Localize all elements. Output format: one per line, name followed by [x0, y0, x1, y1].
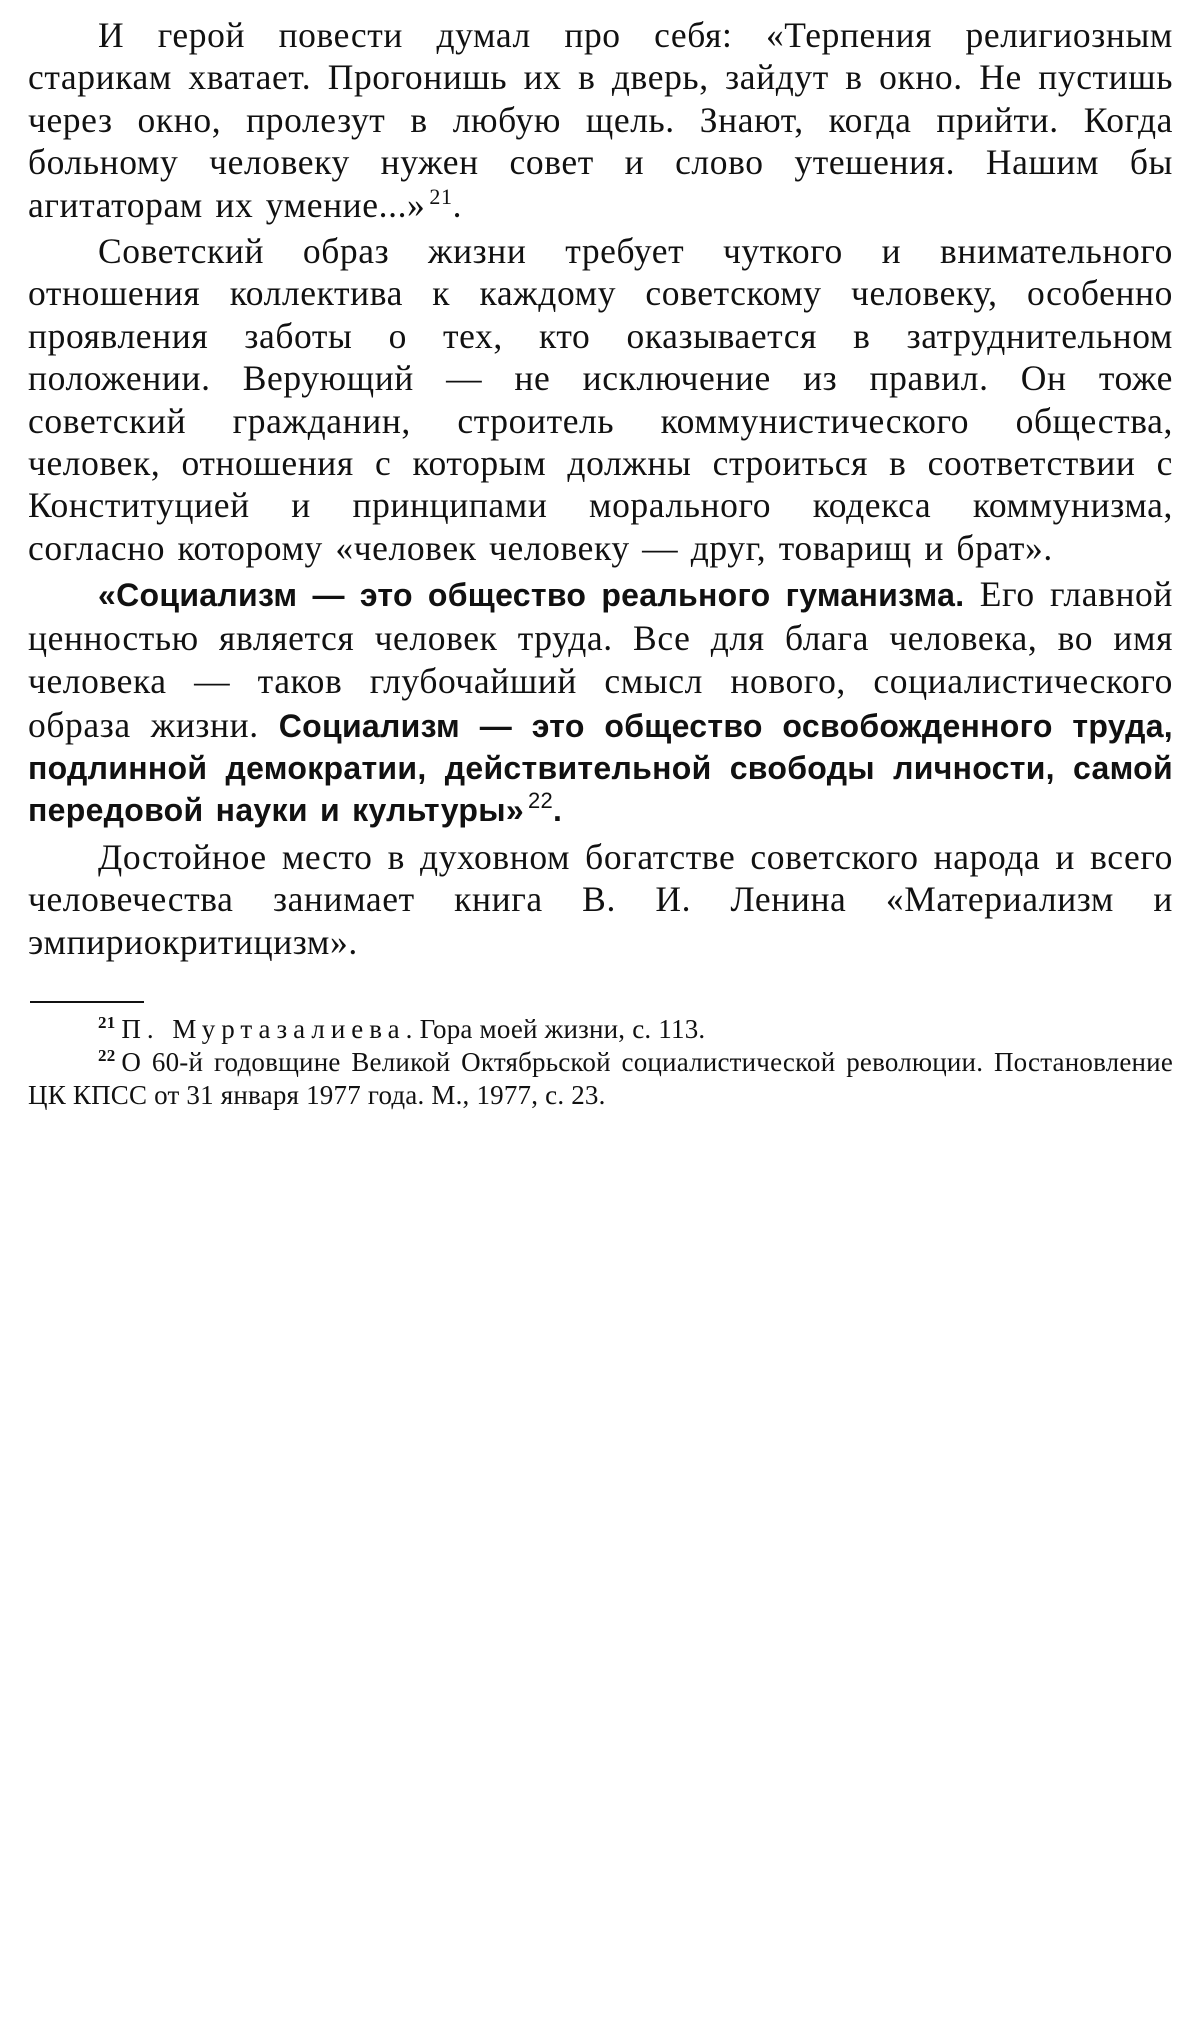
book-page [28, 14, 1173, 1112]
footnote-22 [28, 1046, 1173, 1112]
footnote-21 [28, 1013, 1173, 1046]
paragraph-4-text: Достойное место в духовном богатстве советского народа и всего человечества занимает книга В. И. Ленина «Материализм и эмпириокритицизм». [28, 836, 1173, 962]
footnote-ref-22: 22 [527, 788, 554, 814]
paragraph-3-quote [28, 573, 1173, 831]
footnote-ref-21: 21 [429, 183, 453, 209]
paragraph-2-text: Советский образ жизни требует чуткого и внимательного отношения коллектива к каждому советскому человеку, особенно проявления заботы о тех, кто оказывается в затруднительном положении. Верующий — не исключение из правил. Он тоже советский гражданин, строитель коммунистического общества, человек, отношения с которым должны строиться в соответствии с Конституцией и принципами морального кодекса коммунизма, согласно которому «человек человеку — друг, товарищ и брат». [28, 231, 1173, 568]
paragraph-2 [28, 230, 1173, 569]
quote-bold-part-2: Социализм — это общество освобожденного труда, подлинной демократии, действительной свободы личности, самой передовой науки и культуры» [28, 707, 1173, 829]
paragraph-1-end: . [452, 184, 463, 225]
footnote-22-number: 22 [98, 1045, 116, 1065]
paragraph-4 [28, 836, 1173, 963]
footnote-21-author: П. Муртазалиева [121, 1013, 406, 1044]
footnote-22-text: О 60-й годовщине Великой Октябрьской социалистической революции. Постановление ЦК КПСС от 31 января 1977 года. М., 1977, с. 23. [28, 1046, 1173, 1110]
footnotes [28, 1013, 1173, 1112]
footnote-21-text: . Гора моей жизни, с. 113. [405, 1013, 706, 1044]
quote-normal-part: Его главной ценностью является человек труда. Все для блага человека, во имя человека — таков глубочайший смысл нового, социалистического образа жизни. [28, 574, 1173, 745]
paragraph-1-text: И герой повести думал про себя: «Терпения религиозным старикам хватает. Прогонишь их в дверь, зайдут в окно. Не пустишь через окно, пролезут в любую щель. Знают, когда прийти. Когда больному человеку нужен совет и слово утешения. Нашим бы агитаторам их умение...» [28, 15, 1173, 225]
footnote-divider [30, 1001, 144, 1003]
quote-bold-part-1: «Социализм — это общество реального гуманизма. [98, 577, 965, 614]
quote-end: . [553, 792, 563, 829]
paragraph-1 [28, 14, 1173, 226]
footnote-21-number: 21 [98, 1012, 116, 1032]
